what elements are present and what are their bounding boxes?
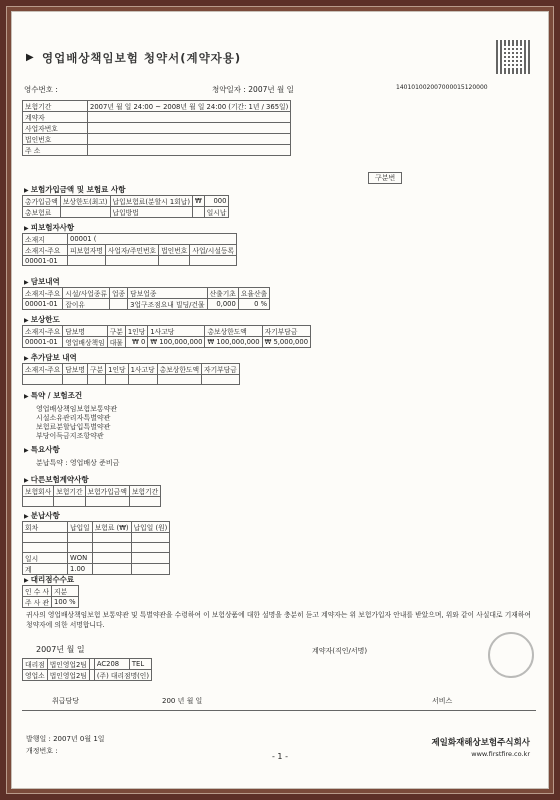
insured-col5: 납입방법 [110,207,192,218]
lim-col-3: 1인당 [125,326,147,337]
ip-col-4: 사업/시설등록 [190,245,237,256]
lim-row-4: ₩ 100,000,000 [148,337,205,348]
issued-date: 발행일 : 2007년 0월 1일 [26,735,105,743]
commission-table [22,585,79,608]
insured-col4: 총보험료 [23,207,61,218]
section-coverage: ▶ 담보내역 [24,276,60,287]
lim-row-3: ₩ 0 [125,337,147,348]
terms-line-1: 시설소유관리자특별약관 [36,414,111,422]
page-number: - 1 - [272,752,288,761]
section-insured-person: ▶ 피보험자사항 [24,222,74,233]
receipt-label: 영수번호 : [24,85,58,94]
ip-col-3: 법인번호 [159,245,190,256]
extra-table [22,363,240,385]
date-label: 청약일자 : 2007년 월 일 [212,85,294,94]
other-table [22,485,161,507]
insured-col2: 보상한도(최고) [60,196,110,207]
lim-row-0: 00001-01 [23,337,63,348]
document-title: 영업배상책임보험 청약서(계약자용) [42,51,242,65]
agent-row0-label: 대리점 [23,659,48,670]
lim-row-6: ₩ 5,000,000 [262,337,310,348]
lim-row-5: ₩ 100,000,000 [205,337,262,348]
oth-col-3: 보험기간 [129,486,160,497]
section-payment: ▶ 분납사항 [24,510,60,521]
company-logo: 제일화재해상보험주식회사 [431,738,530,748]
pay-row1-label: 계 [23,564,68,575]
cov-row-0: 00001-01 [23,299,63,310]
cov-row-4: 0 % [238,299,269,310]
cov-row-2: 3업구조점요내 빌딩/건물 [128,299,207,310]
address-label: 주 소 [23,145,88,156]
insured-col3: 납입보험료(분할시 1회납) [110,196,192,207]
ip-row: 00001-01 [23,256,68,266]
document-page [11,11,549,789]
oth-col-2: 보험가입금액 [85,486,129,497]
agent-tel: TEL [129,659,151,670]
agent-row1-label: 영업소 [23,670,48,681]
lim-row-1: 영업배상책임 [63,337,107,348]
pay-row0-val: WON [68,553,93,564]
title-arrow-icon: ▶ [26,52,34,63]
ex-col-3: 1인당 [106,364,128,375]
com-row0-val: 지분 [52,586,79,597]
lim-col-0: 소재지-주요 [23,326,63,337]
lim-col-4: 1사고당 [148,326,205,337]
agent-code: AC208 [94,659,129,670]
biz-no-label: 사업자번호 [23,123,88,134]
section-insured-info: ▶ 보험가입금액 및 보험료 사항 [24,184,125,195]
com-row1-label: 주 사 관 [23,597,52,608]
rule [22,710,536,711]
ip-col-2: 사업자/주민번호 [105,245,158,256]
section-other: ▶ 다른보험계약사항 [24,474,89,485]
terms-line-3: 부당이득금지조항약관 [36,432,104,440]
section-commission: ▶ 대리점수수료 [24,574,74,585]
sign-year: 2007년 월 일 [36,645,85,654]
lim-col-2: 구분 [107,326,125,337]
cov-col-3: 담보업종 [128,288,207,299]
ip-col-0: 소재지-주요 [23,245,68,256]
frame-mat [6,6,554,794]
pay-col-1: 납입일 [68,522,93,533]
lim-col-1: 담보명 [63,326,107,337]
qr-code-icon [496,40,530,74]
pay-row0-label: 일시 [23,553,68,564]
section-extra: ▶ 추가담보 내역 [24,352,77,363]
cov-col-0: 소재지-주요 [23,288,63,299]
cov-col-5: 요율산출 [238,288,269,299]
terms-line-2: 보험료분할납입특별약관 [36,423,111,431]
payment-table [22,521,170,575]
seal-stamp [488,632,534,678]
terms-line-0: 영업배상책임보험보통약관 [36,405,118,413]
oth-col-0: 보험회사 [23,486,54,497]
agent-row1-val: 법인영업2팀 [47,670,89,681]
ex-col-1: 담보명 [63,364,88,375]
notes-line: 분납특약 : 영업배상 준비금 [36,459,120,467]
cov-col-1: 시설/사업종류 [63,288,110,299]
insured-val-w: ₩ [193,196,205,207]
ex-col-2: 구분 [88,364,106,375]
cov-col-2: 업종 [109,288,127,299]
sign-date2: 200 년 월 일 [162,697,203,705]
contractor-sign-label: 계약자(직인/서명) [312,647,368,655]
cov-row-1: 잡이유 [63,299,110,310]
pay-col-2: 보험료 (₩) [92,522,131,533]
limits-table [22,325,311,348]
period-label: 보험기간 [23,101,88,112]
coverage-table [22,287,270,310]
lim-row-2: 대물 [107,337,125,348]
cov-col-4: 산출기초 [207,288,238,299]
section-terms: ▶ 특약 / 보험조건 [24,390,82,401]
lim-col-6: 자기부담금 [262,326,310,337]
ex-col-5: 총보상한도액 [157,364,201,375]
ex-col-6: 자기부담금 [202,364,240,375]
com-row0-label: 인 수 사 [23,586,52,597]
agent-table [22,658,152,681]
header-row [22,82,536,96]
corp-no-label: 법인번호 [23,134,88,145]
agent-row0-val: 법인영업2팀 [47,659,89,670]
oth-col-1: 보험기간 [54,486,85,497]
lim-col-5: 총보상한도액 [205,326,262,337]
insured-info-table [22,195,229,218]
ex-col-0: 소재지-주요 [23,364,63,375]
insured-val-1: 000 [204,196,229,207]
insured-pay: 일시납 [204,207,229,218]
tag-box: 구분번 [368,172,402,184]
company-url: www.firstfire.co.kr [471,750,530,758]
ip-col-1: 피보험자명 [68,245,106,256]
policy-table [22,100,291,156]
period-value: 2007년 월 일 24:00 ~ 2008년 월 일 24:00 (기간: 1년 / 365일) [88,101,291,112]
revision-no: 개정번호 : [26,747,58,755]
agent-company: (주) 대리점명(인) [94,670,151,681]
section-notes: ▶ 특요사항 [24,444,60,455]
service-label: 서비스 [432,697,453,705]
declaration-text: 귀사의 영업배상책임보험 보통약관 및 특별약관을 수령하여 이 보험상품에 대한 설명을 충분히 듣고 계약자는 위 보험가입자 안내를 받았으며, 위와 같이 사실대로 기재하여 청약자에 의한 서명합니다. [26,611,531,629]
cov-row-3: 0,000 [207,299,238,310]
form-code: 140101002007000015120000 [396,84,488,91]
ex-col-4: 1사고당 [128,364,157,375]
contractor-label: 계약자 [23,112,88,123]
location-code: 00001 ( [68,234,237,245]
location-label: 소재지 [23,234,68,245]
pay-row1-val: 1.00 [68,564,93,575]
insured-person-table [22,233,237,266]
agent-label: 취급담당 [52,697,80,705]
section-limits: ▶ 보상한도 [24,314,60,325]
pay-col-3: 납입일 (원) [131,522,170,533]
insured-col1: 총가입금액 [23,196,61,207]
pay-col-0: 회차 [23,522,68,533]
com-row1-val: 100 % [52,597,79,608]
